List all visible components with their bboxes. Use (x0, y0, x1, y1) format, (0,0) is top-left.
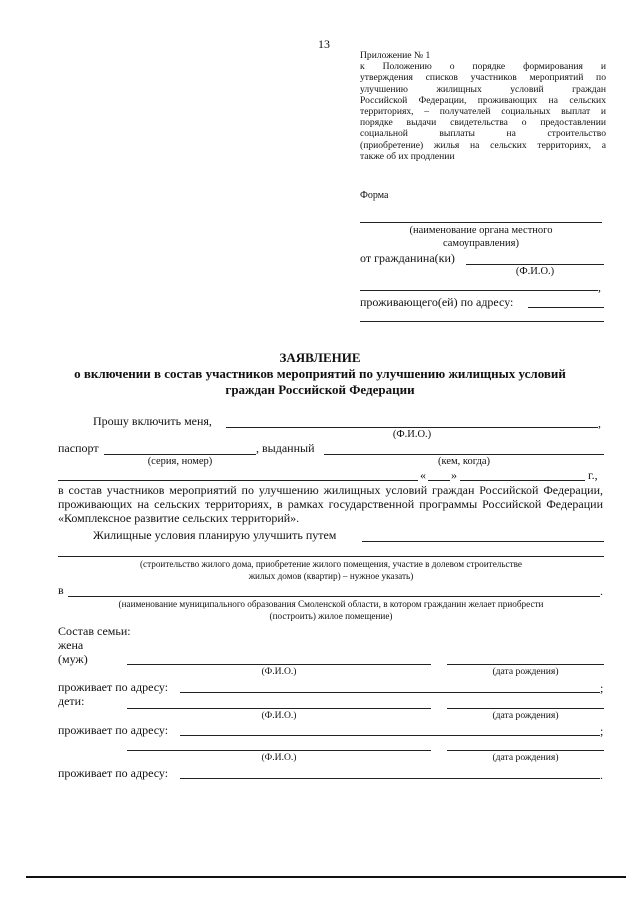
spouse-name-line[interactable] (127, 664, 431, 665)
citizen-name-line[interactable] (466, 264, 604, 265)
fio-caption: (Ф.И.О.) (392, 429, 432, 440)
year-label: г., (588, 468, 598, 482)
in-label: в (58, 583, 64, 597)
fio-caption: (Ф.И.О.) (261, 710, 297, 721)
appendix-line: социальной выплаты на строительство (360, 128, 606, 140)
fio-caption: (Ф.И.О.) (515, 266, 555, 277)
lives-at-label: проживает по адресу: (58, 723, 169, 737)
document-subtitle-1: о включении в состав участников мероприятий по улучшению жилищных условий (74, 366, 566, 381)
address-line-2[interactable] (360, 321, 604, 322)
spouse-address-line[interactable] (180, 692, 600, 693)
spouse-dob-line[interactable] (447, 664, 604, 665)
appendix-note (360, 50, 606, 162)
plan-line[interactable] (362, 541, 604, 542)
applicant-name-line[interactable] (226, 427, 598, 428)
issued-by-line[interactable] (324, 454, 604, 455)
appendix-line: территориях, – получателей социальных выплат и (360, 106, 606, 118)
plan-caption-2: жилых домов (квартир) – нужное указать) (248, 571, 414, 581)
quote-close: » (451, 468, 457, 482)
org-name-line[interactable] (360, 222, 602, 223)
fio-caption: (Ф.И.О.) (261, 666, 297, 677)
document-subtitle-2: граждан Российской Федерации (225, 382, 415, 397)
passport-label: паспорт (58, 441, 99, 455)
comma: , (598, 416, 601, 430)
spouse-label-2: (муж) (58, 652, 88, 666)
child-dob-line[interactable] (447, 708, 604, 709)
address-line[interactable] (528, 307, 604, 308)
plan-line-2[interactable] (58, 556, 604, 557)
dot: . (600, 768, 603, 782)
footer-rule (26, 876, 626, 878)
municipality-line[interactable] (68, 596, 600, 597)
child-address-line-2[interactable] (180, 778, 600, 779)
dob-caption: (дата рождения) (492, 666, 559, 677)
appendix-line: утверждения списков участников мероприятий по (360, 72, 606, 84)
appendix-line: улучшению жилищных условий граждан (360, 83, 606, 95)
child-name-line[interactable] (127, 708, 431, 709)
family-heading: Состав семьи: (58, 624, 131, 638)
lives-at-label: проживает по адресу: (58, 680, 169, 694)
page-number: 13 (318, 37, 330, 51)
child-dob-line-2[interactable] (447, 750, 604, 751)
fio-caption: (Ф.И.О.) (261, 752, 297, 763)
form-label: Форма (360, 190, 389, 201)
plan-label: Жилищные условия планирую улучшить путем (93, 528, 337, 542)
spouse-label-1: жена (58, 638, 84, 652)
municipality-caption-2: (построить) жилое помещение) (269, 611, 393, 621)
month-line[interactable] (460, 480, 585, 481)
appendix-line: также об их продлении (360, 150, 455, 162)
request-paragraph: в состав участников мероприятий по улучшению жилищных условий граждан Российской Федерации, проживающих на сельских территориях, в рамках государственной программы Российской Федерации «Комплексное развитие сельских территорий». (58, 483, 603, 525)
quote-open: « (420, 468, 426, 482)
citizen-name-line-2[interactable] (360, 290, 598, 291)
appendix-line: порядке выдачи свидетельства о предоставлении (360, 117, 606, 129)
lives-at-label: проживает по адресу: (58, 766, 169, 780)
children-label: дети: (58, 694, 85, 708)
child-name-line-2[interactable] (127, 750, 431, 751)
series-caption: (серия, номер) (147, 456, 213, 467)
issued-label: , выданный (256, 441, 315, 455)
appendix-line: к Положению о порядке формирования и (360, 61, 606, 73)
child-address-line[interactable] (180, 735, 600, 736)
comma: , (598, 280, 601, 294)
passport-series-line[interactable] (104, 454, 256, 455)
from-citizen-label: от гражданина(ки) (360, 251, 455, 265)
appendix-line: Российской Федерации, проживающих на сельских (360, 94, 606, 106)
org-caption-1: (наименование органа местного (409, 225, 553, 236)
residing-label: проживающего(ей) по адресу: (360, 295, 514, 309)
org-caption-2: самоуправления) (442, 238, 519, 249)
semicolon: ; (600, 681, 604, 695)
day-line[interactable] (428, 480, 450, 481)
dob-caption: (дата рождения) (492, 752, 559, 763)
municipality-caption-1: (наименование муниципального образования Смоленской области, в котором гражданин желает приобрести (118, 599, 544, 609)
document-title: ЗАЯВЛЕНИЕ (279, 350, 361, 365)
by-when-caption: (кем, когда) (438, 456, 490, 467)
plan-caption-1: (строительство жилого дома, приобретение жилого помещения, участие в долевом строительстве (139, 559, 522, 569)
issued-by-line-2[interactable] (58, 480, 418, 481)
semicolon: ; (600, 724, 604, 738)
request-label: Прошу включить меня, (93, 414, 212, 428)
appendix-line: Приложение № 1 (360, 50, 431, 61)
dot: . (600, 584, 603, 598)
dob-caption: (дата рождения) (492, 710, 559, 721)
appendix-line: (приобретение) жилья на сельских территориях, а (360, 139, 606, 151)
